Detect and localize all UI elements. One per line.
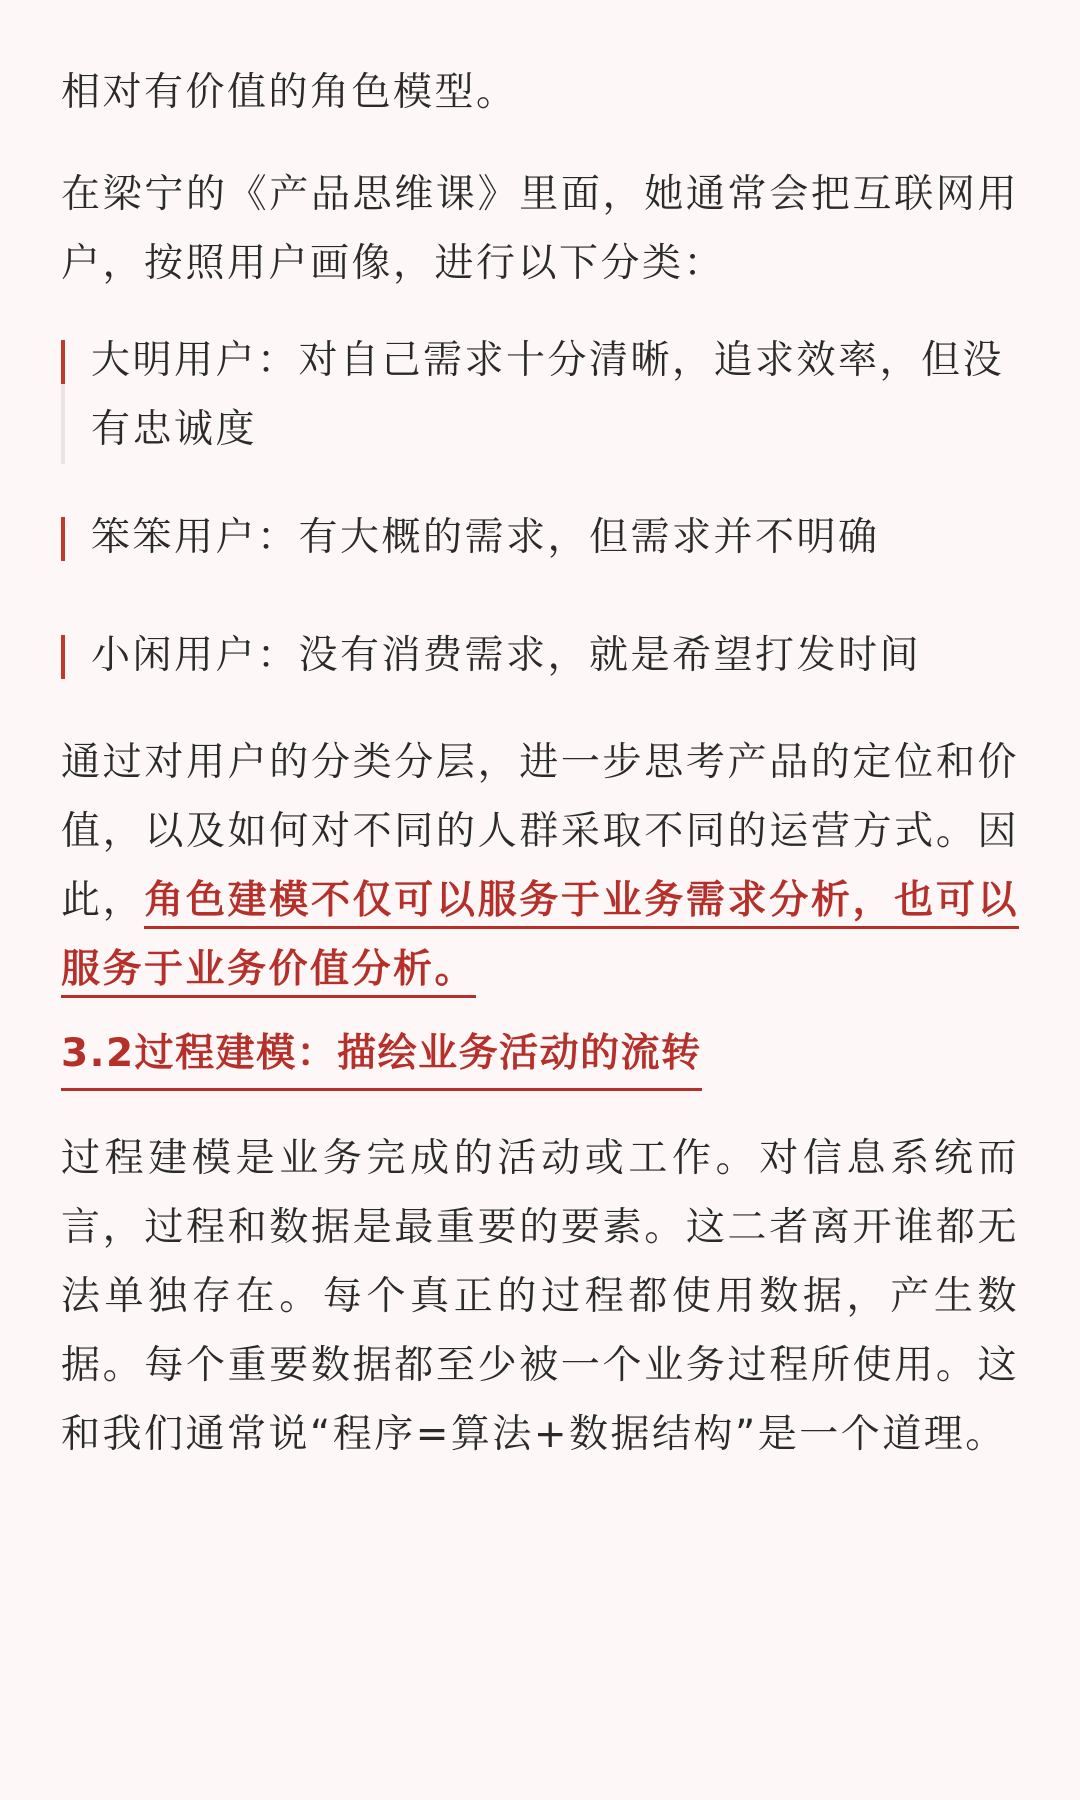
quote-text: 大明用户：对自己需求十分清晰，追求效率，但没有忠诚度 (91, 338, 1005, 452)
paragraph-process-modeling: 过程建模是业务完成的活动或工作。对信息系统而言，过程和数据是最重要的要素。这二者离开谁都无法单独存在。每个真正的过程都使用数据，产生数据。每个重要数据都至少被一个业务过程所使用。这和我们通常说“程序=算法+数据结构”是一个道理。 (61, 1136, 1019, 1457)
quote-bar (61, 635, 65, 679)
paragraph-intro: 相对有价值的角色模型。 (61, 70, 518, 115)
quote-text: 小闲用户：没有消费需求，就是希望打发时间 (91, 633, 922, 678)
paragraph-analysis (61, 728, 1019, 1004)
quote-bar-rest (61, 384, 65, 464)
quote-xiaoxian-user (61, 621, 1019, 690)
quote-benben-user (61, 503, 1019, 572)
quote-daming-user (61, 326, 1019, 464)
quote-bar (61, 340, 65, 384)
paragraph-analysis-lead: 通过对用户的分类分层，进一步思考产品的定位和价值，以及如何对不同的人群采取不同的运营方式。因此， (61, 740, 1019, 923)
section-heading: 3.2过程建模：描绘业务活动的流转 (61, 1024, 702, 1091)
quote-text: 笨笨用户：有大概的需求，但需求并不明确 (91, 515, 880, 560)
quote-bar (61, 517, 65, 561)
highlight-conclusion: 角色建模不仅可以服务于业务需求分析，也可以服务于业务价值分析。 (61, 878, 1019, 998)
paragraph-classification: 在梁宁的《产品思维课》里面，她通常会把互联网用户，按照用户画像，进行以下分类： (61, 172, 1019, 286)
